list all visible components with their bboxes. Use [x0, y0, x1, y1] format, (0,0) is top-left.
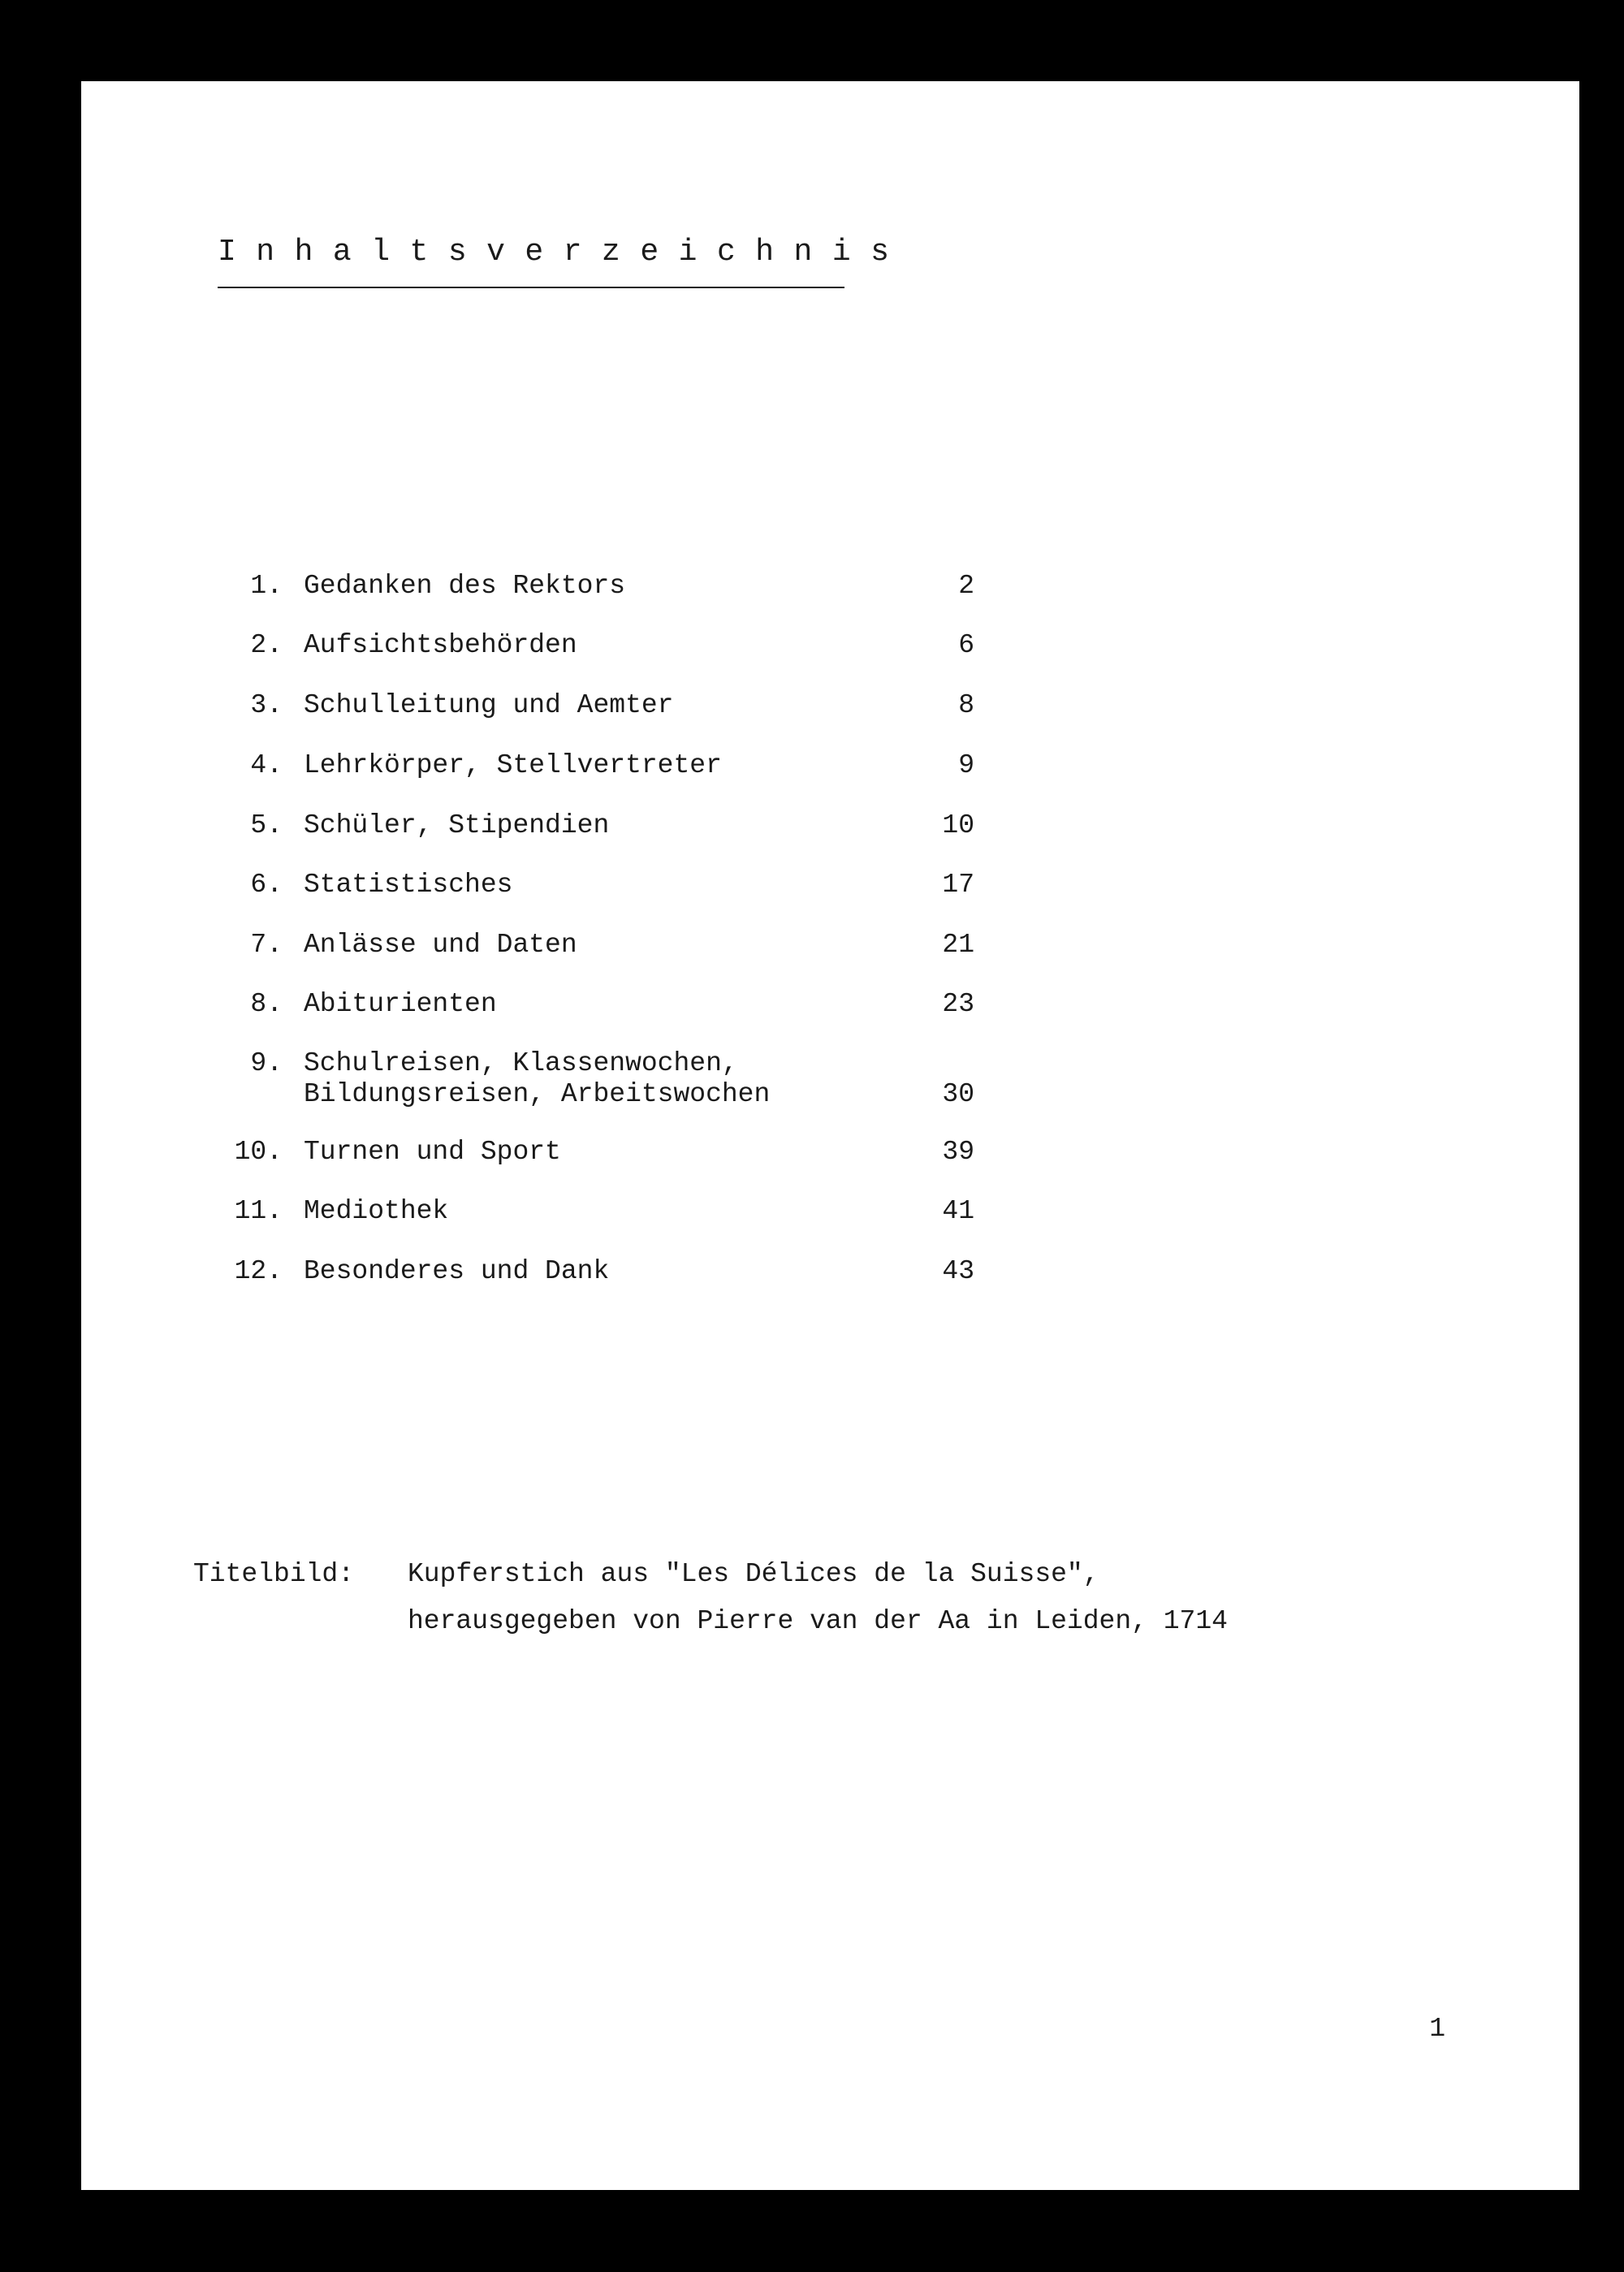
toc-entry-title-line: Anlässe und Daten: [304, 930, 577, 960]
toc-entry-number: 4.: [250, 750, 283, 780]
toc-entry-title: [304, 1256, 609, 1287]
page-title: Inhaltsverzeichnis: [218, 235, 909, 270]
toc-entry-page: 23: [942, 989, 974, 1019]
toc-entry-number: 7.: [250, 930, 283, 960]
toc-entry-title-line: Aufsichtsbehörden: [304, 630, 577, 660]
toc-entry-page: 30: [942, 1079, 974, 1109]
toc-entry-title: [304, 810, 609, 841]
toc-entry-title: [304, 870, 512, 901]
caption-line-2: herausgegeben von Pierre van der Aa in Leiden, 1714: [408, 1606, 1228, 1636]
toc-entry-page: 39: [942, 1137, 974, 1167]
caption-label: Titelbild:: [193, 1559, 355, 1589]
toc-entry-title-line: Schulleitung und Aemter: [304, 690, 674, 720]
toc-entry-page: 9: [958, 750, 974, 780]
toc-entry-page: 21: [942, 930, 974, 960]
document-page: [81, 81, 1579, 2190]
toc-entry-number: 1.: [250, 571, 283, 601]
toc-entry-number: 3.: [250, 690, 283, 720]
toc-entry-page: 17: [942, 870, 974, 900]
toc-entry-title: [304, 930, 577, 961]
toc-entry-title: [304, 989, 497, 1020]
toc-entry-number: 2.: [250, 630, 283, 660]
toc-entry-number: 10.: [234, 1137, 283, 1167]
toc-entry-number: 11.: [234, 1196, 283, 1226]
title-underline: [218, 287, 844, 288]
toc-entry-title-line: Mediothek: [304, 1196, 449, 1226]
toc-entry-title-line: Abiturienten: [304, 989, 497, 1019]
toc-entry-title-line: Schüler, Stipendien: [304, 810, 610, 840]
toc-entry-title-line: Schulreisen, Klassenwochen,: [304, 1048, 738, 1078]
toc-entry-page: 6: [958, 630, 974, 660]
toc-entry-number: 6.: [250, 870, 283, 900]
toc-entry-title-line: Lehrkörper, Stellvertreter: [304, 750, 722, 780]
toc-entry-title: [304, 690, 673, 721]
toc-entry-title-line: Bildungsreisen, Arbeitswochen: [304, 1079, 771, 1109]
toc-entry-number: 12.: [234, 1256, 283, 1286]
toc-entry-number: 8.: [250, 989, 283, 1019]
page-number: 1: [1429, 2014, 1445, 2044]
toc-entry-title: [304, 571, 625, 602]
toc-entry-title: [304, 750, 722, 781]
toc-entry-page: 2: [958, 571, 974, 601]
toc-entry-title-line: Gedanken des Rektors: [304, 571, 626, 601]
toc-entry-title-line: Besonderes und Dank: [304, 1256, 610, 1286]
toc-entry-title: [304, 630, 577, 661]
toc-entry-number: 9.: [250, 1048, 283, 1078]
caption-line-1: Kupferstich aus "Les Délices de la Suisse",: [408, 1559, 1099, 1589]
toc-entry-page: 10: [942, 810, 974, 840]
toc-entry-number: 5.: [250, 810, 283, 840]
toc-entry-page: 8: [958, 690, 974, 720]
toc-entry-title: [304, 1137, 561, 1168]
toc-entry-page: 43: [942, 1256, 974, 1286]
toc-entry-title-line: Turnen und Sport: [304, 1137, 561, 1167]
toc-entry-title: [304, 1196, 448, 1227]
toc-entry-page: 41: [942, 1196, 974, 1226]
toc-entry-title-line: Statistisches: [304, 870, 513, 900]
toc-entry-title: [304, 1048, 770, 1110]
